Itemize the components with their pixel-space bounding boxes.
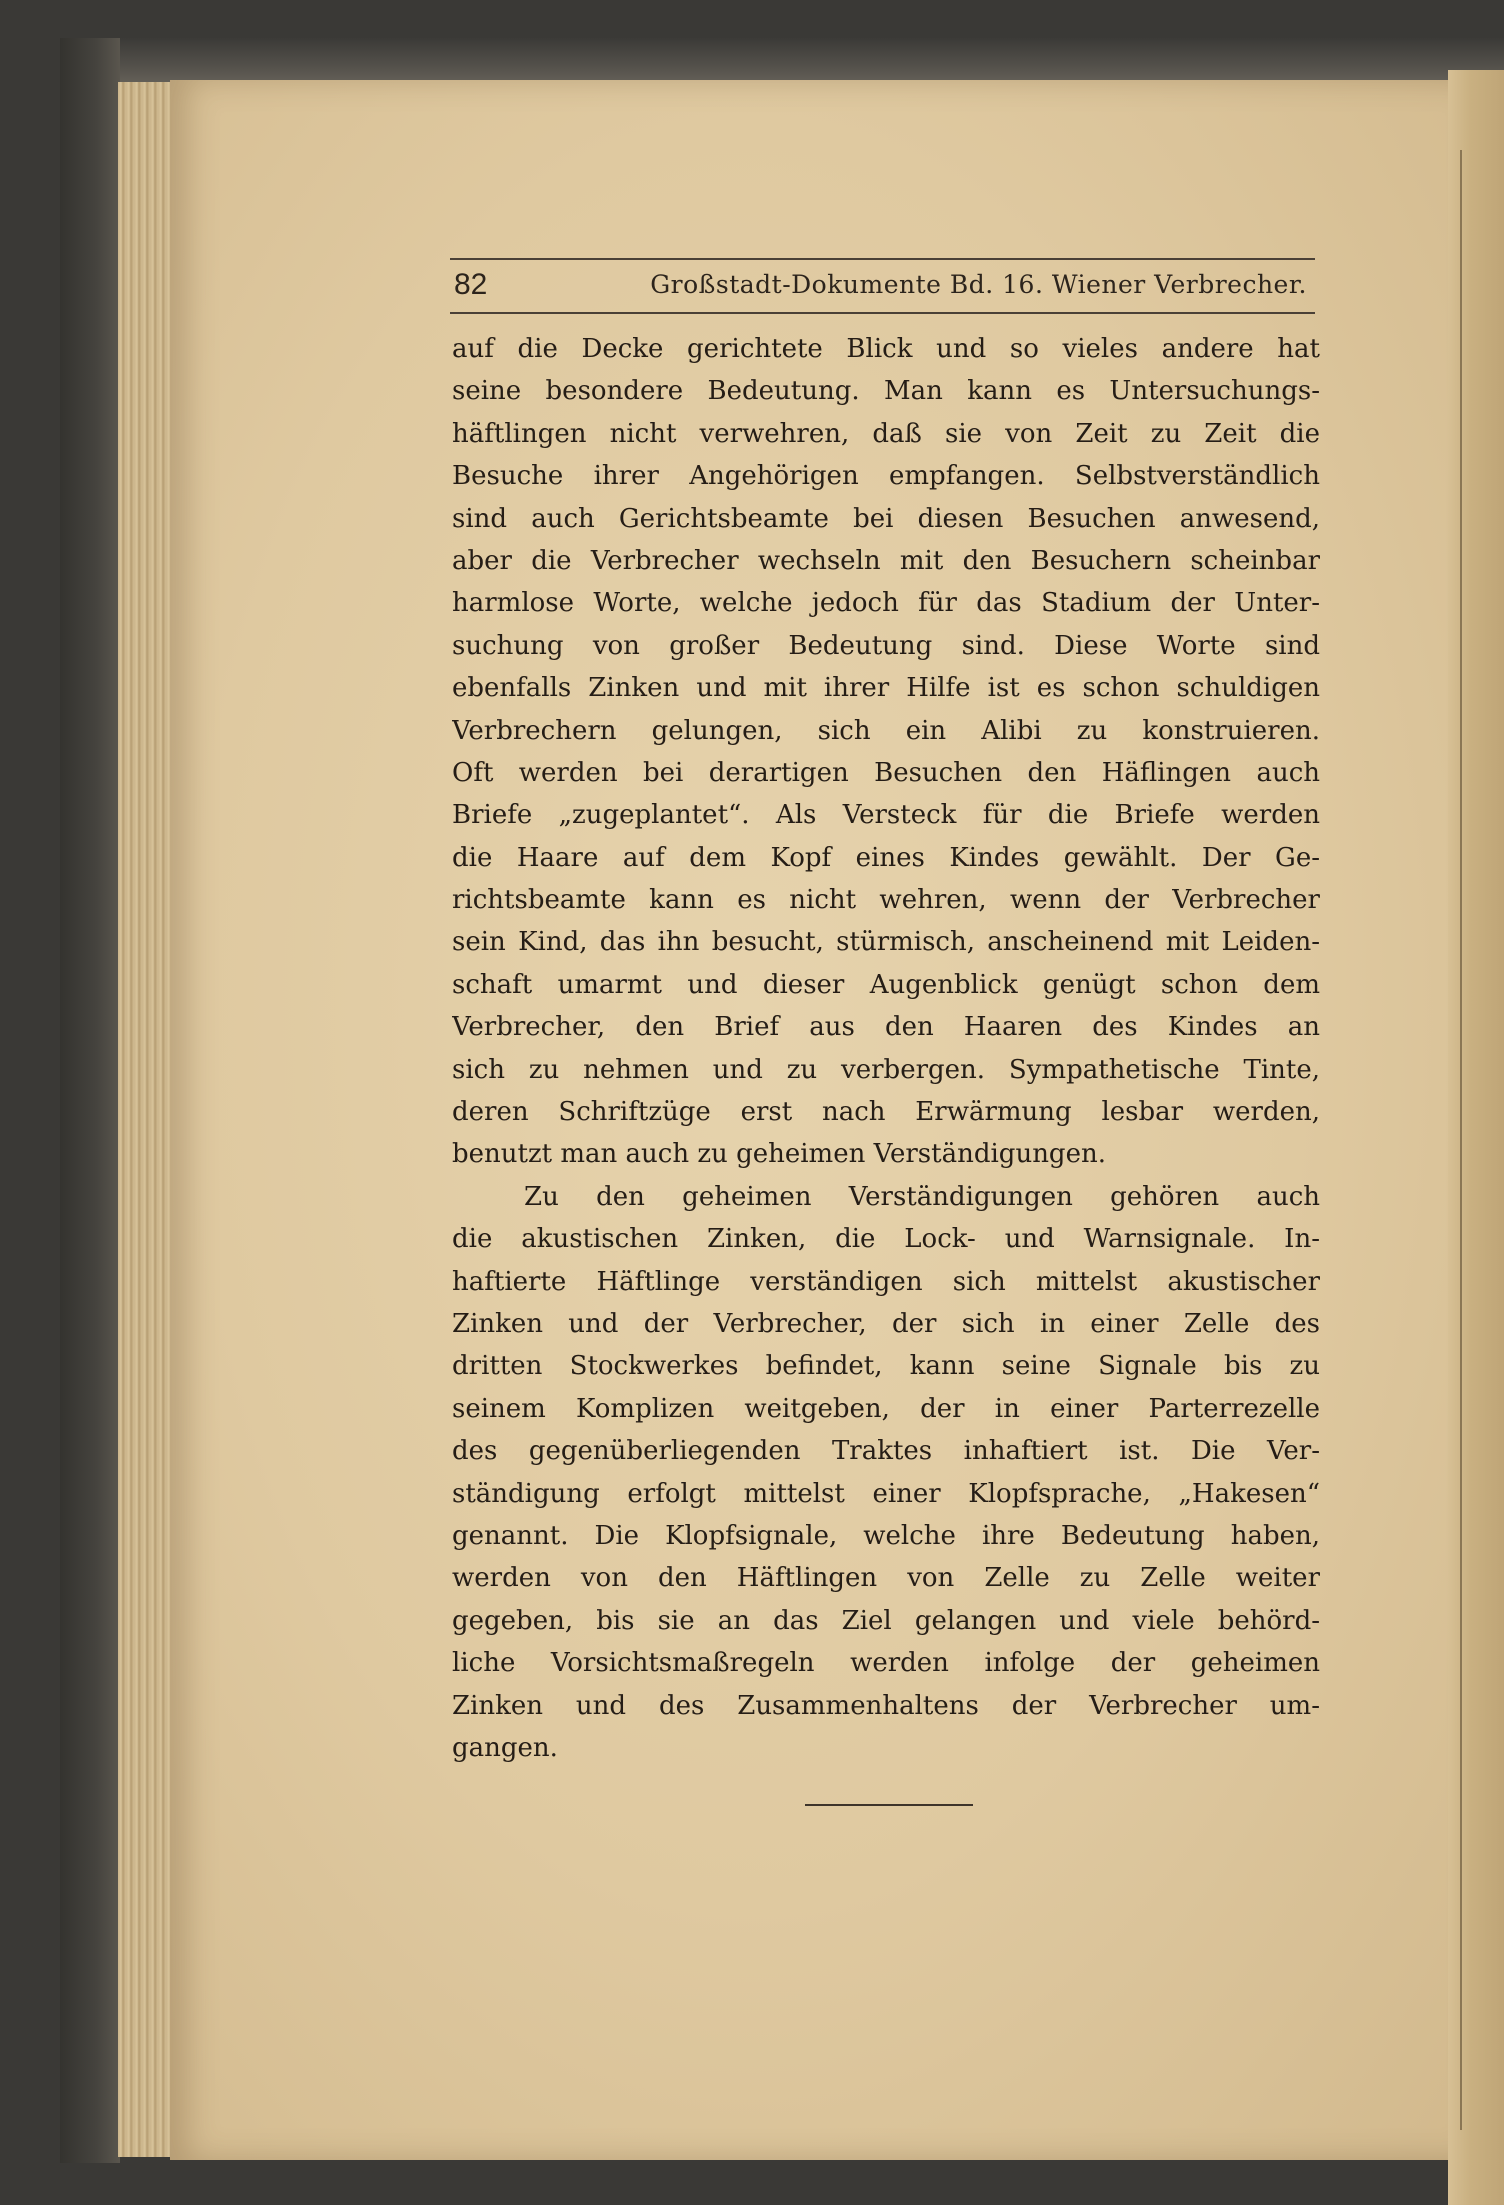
text-line: Besuche ihrer Angehörigen empfangen. Selbstverständlich <box>452 461 1320 492</box>
facing-page-gutter <box>1448 70 1504 2205</box>
text-line: Zu den geheimen Verständigungen gehören auch <box>524 1181 1320 1212</box>
text-line: auf die Decke gerichtete Blick und so vieles andere hat <box>452 334 1320 364</box>
text-line: Oft werden bei derartigen Besuchen den Häflingen auch <box>452 757 1320 788</box>
text-line: ständigung erfolgt mittelst einer Klopfsprache, „Hakesen“ <box>452 1478 1320 1509</box>
page-header <box>450 258 1315 314</box>
text-line: deren Schriftzüge erst nach Erwärmung lesbar werden, <box>452 1097 1320 1128</box>
text-line: schaft umarmt und dieser Augenblick genügt schon dem <box>452 969 1320 1000</box>
text-line: genannt. Die Klopfsignale, welche ihre Bedeutung haben, <box>452 1520 1320 1551</box>
text-line: aber die Verbrecher wechseln mit den Besuchern scheinbar <box>452 545 1320 576</box>
text-line: seinem Komplizen weitgeben, der in einer Parterrezelle <box>452 1393 1320 1424</box>
text-line: sein Kind, das ihn besucht, stürmisch, anscheinend mit Leiden- <box>452 927 1320 958</box>
text-line: Verbrecher, den Brief aus den Haaren des Kindes an <box>452 1012 1320 1043</box>
end-rule <box>805 1804 973 1806</box>
text-line: sich zu nehmen und zu verbergen. Sympathetische Tinte, <box>452 1054 1320 1085</box>
text-line: werden von den Häftlingen von Zelle zu Zelle weiter <box>452 1563 1320 1594</box>
text-line: ebenfalls Zinken und mit ihrer Hilfe ist es schon schuldigen <box>452 673 1320 704</box>
text-line: des gegenüberliegenden Traktes inhaftiert ist. Die Ver- <box>452 1436 1320 1467</box>
body-text <box>452 328 1320 1769</box>
text-line: seine besondere Bedeutung. Man kann es Untersuchungs- <box>452 376 1320 407</box>
text-line: liche Vorsichtsmaßregeln werden infolge der geheimen <box>452 1648 1320 1679</box>
running-head: Großstadt-Dokumente Bd. 16. Wiener Verbrecher. <box>650 270 1307 299</box>
text-line: Verbrechern gelungen, sich ein Alibi zu konstruieren. <box>452 715 1320 746</box>
text-line: häftlingen nicht verwehren, daß sie von Zeit zu Zeit die <box>452 418 1320 449</box>
text-line: Zinken und des Zusammenhaltens der Verbrecher um- <box>452 1690 1320 1721</box>
text-line: die Haare auf dem Kopf eines Kindes gewählt. Der Ge- <box>452 842 1320 873</box>
text-line: haftierte Häftlinge verständigen sich mittelst akustischer <box>452 1266 1320 1297</box>
text-line: die akustischen Zinken, die Lock- und Warnsignale. In- <box>452 1224 1320 1255</box>
gutter-line <box>1460 150 1462 2130</box>
text-line: dritten Stockwerkes befindet, kann seine Signale bis zu <box>452 1351 1320 1382</box>
book-cover-left-edge <box>60 38 120 2163</box>
text-line: sind auch Gerichtsbeamte bei diesen Besuchen anwesend, <box>452 503 1320 534</box>
text-line: gegeben, bis sie an das Ziel gelangen und viele behörd- <box>452 1605 1320 1636</box>
text-line: richtsbeamte kann es nicht wehren, wenn der Verbrecher <box>452 885 1320 916</box>
text-line: Zinken und der Verbrecher, der sich in einer Zelle des <box>452 1308 1320 1339</box>
text-line: Briefe „zugeplantet“. Als Versteck für die Briefe werden <box>452 800 1320 831</box>
text-line: gangen. <box>452 1732 558 1763</box>
text-line: harmlose Worte, welche jedoch für das Stadium der Unter- <box>452 588 1320 619</box>
text-line: suchung von großer Bedeutung sind. Diese Worte sind <box>452 630 1320 661</box>
page-number: 82 <box>454 268 488 301</box>
text-line: benutzt man auch zu geheimen Verständigungen. <box>452 1139 1106 1170</box>
